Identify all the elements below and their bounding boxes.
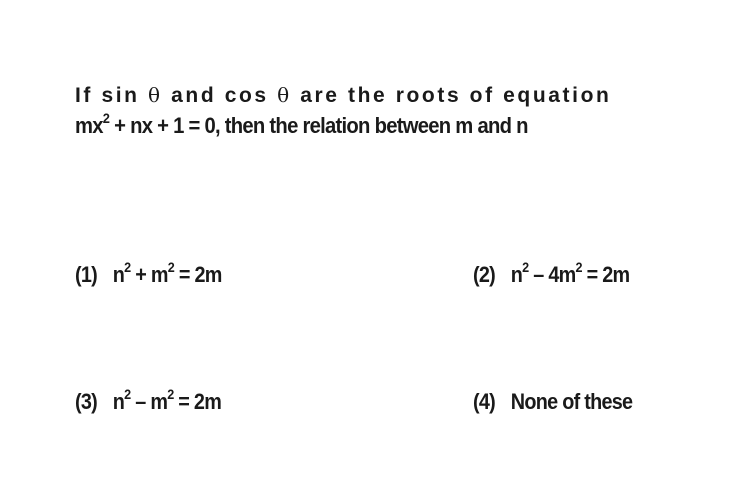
theta-symbol: θ <box>148 83 163 107</box>
option-expression: $n^2 - 4m^2 = 2m$ <box>510 258 630 287</box>
option-expression: $n^2 - m^2 = 2m$ <box>112 385 222 414</box>
option-2[interactable] <box>473 258 630 288</box>
option-3[interactable] <box>75 385 222 415</box>
option-1[interactable] <box>75 258 222 288</box>
option-text: None of these <box>510 389 633 414</box>
question-text-part: If sin <box>75 84 140 107</box>
exponent: 2 <box>102 109 110 126</box>
question-text-part: + nx + 1 = 0, then the relation between m and n <box>114 113 528 138</box>
question-line-2 <box>75 111 609 141</box>
option-number: (3) <box>75 389 98 414</box>
option-number: (4) <box>473 389 496 414</box>
equation-term: mx <box>75 113 103 138</box>
option-number: (2) <box>473 262 496 287</box>
option-expression: $n^2 + m^2 = 2m$ <box>112 258 222 287</box>
option-4[interactable] <box>473 389 632 415</box>
question-text-part: and cos <box>171 84 269 107</box>
option-number: (1) <box>75 262 98 287</box>
question-text <box>75 80 655 141</box>
question-line-1 <box>75 80 655 111</box>
theta-symbol: θ <box>277 83 292 107</box>
question-text-part: are the roots of equation <box>300 84 612 107</box>
